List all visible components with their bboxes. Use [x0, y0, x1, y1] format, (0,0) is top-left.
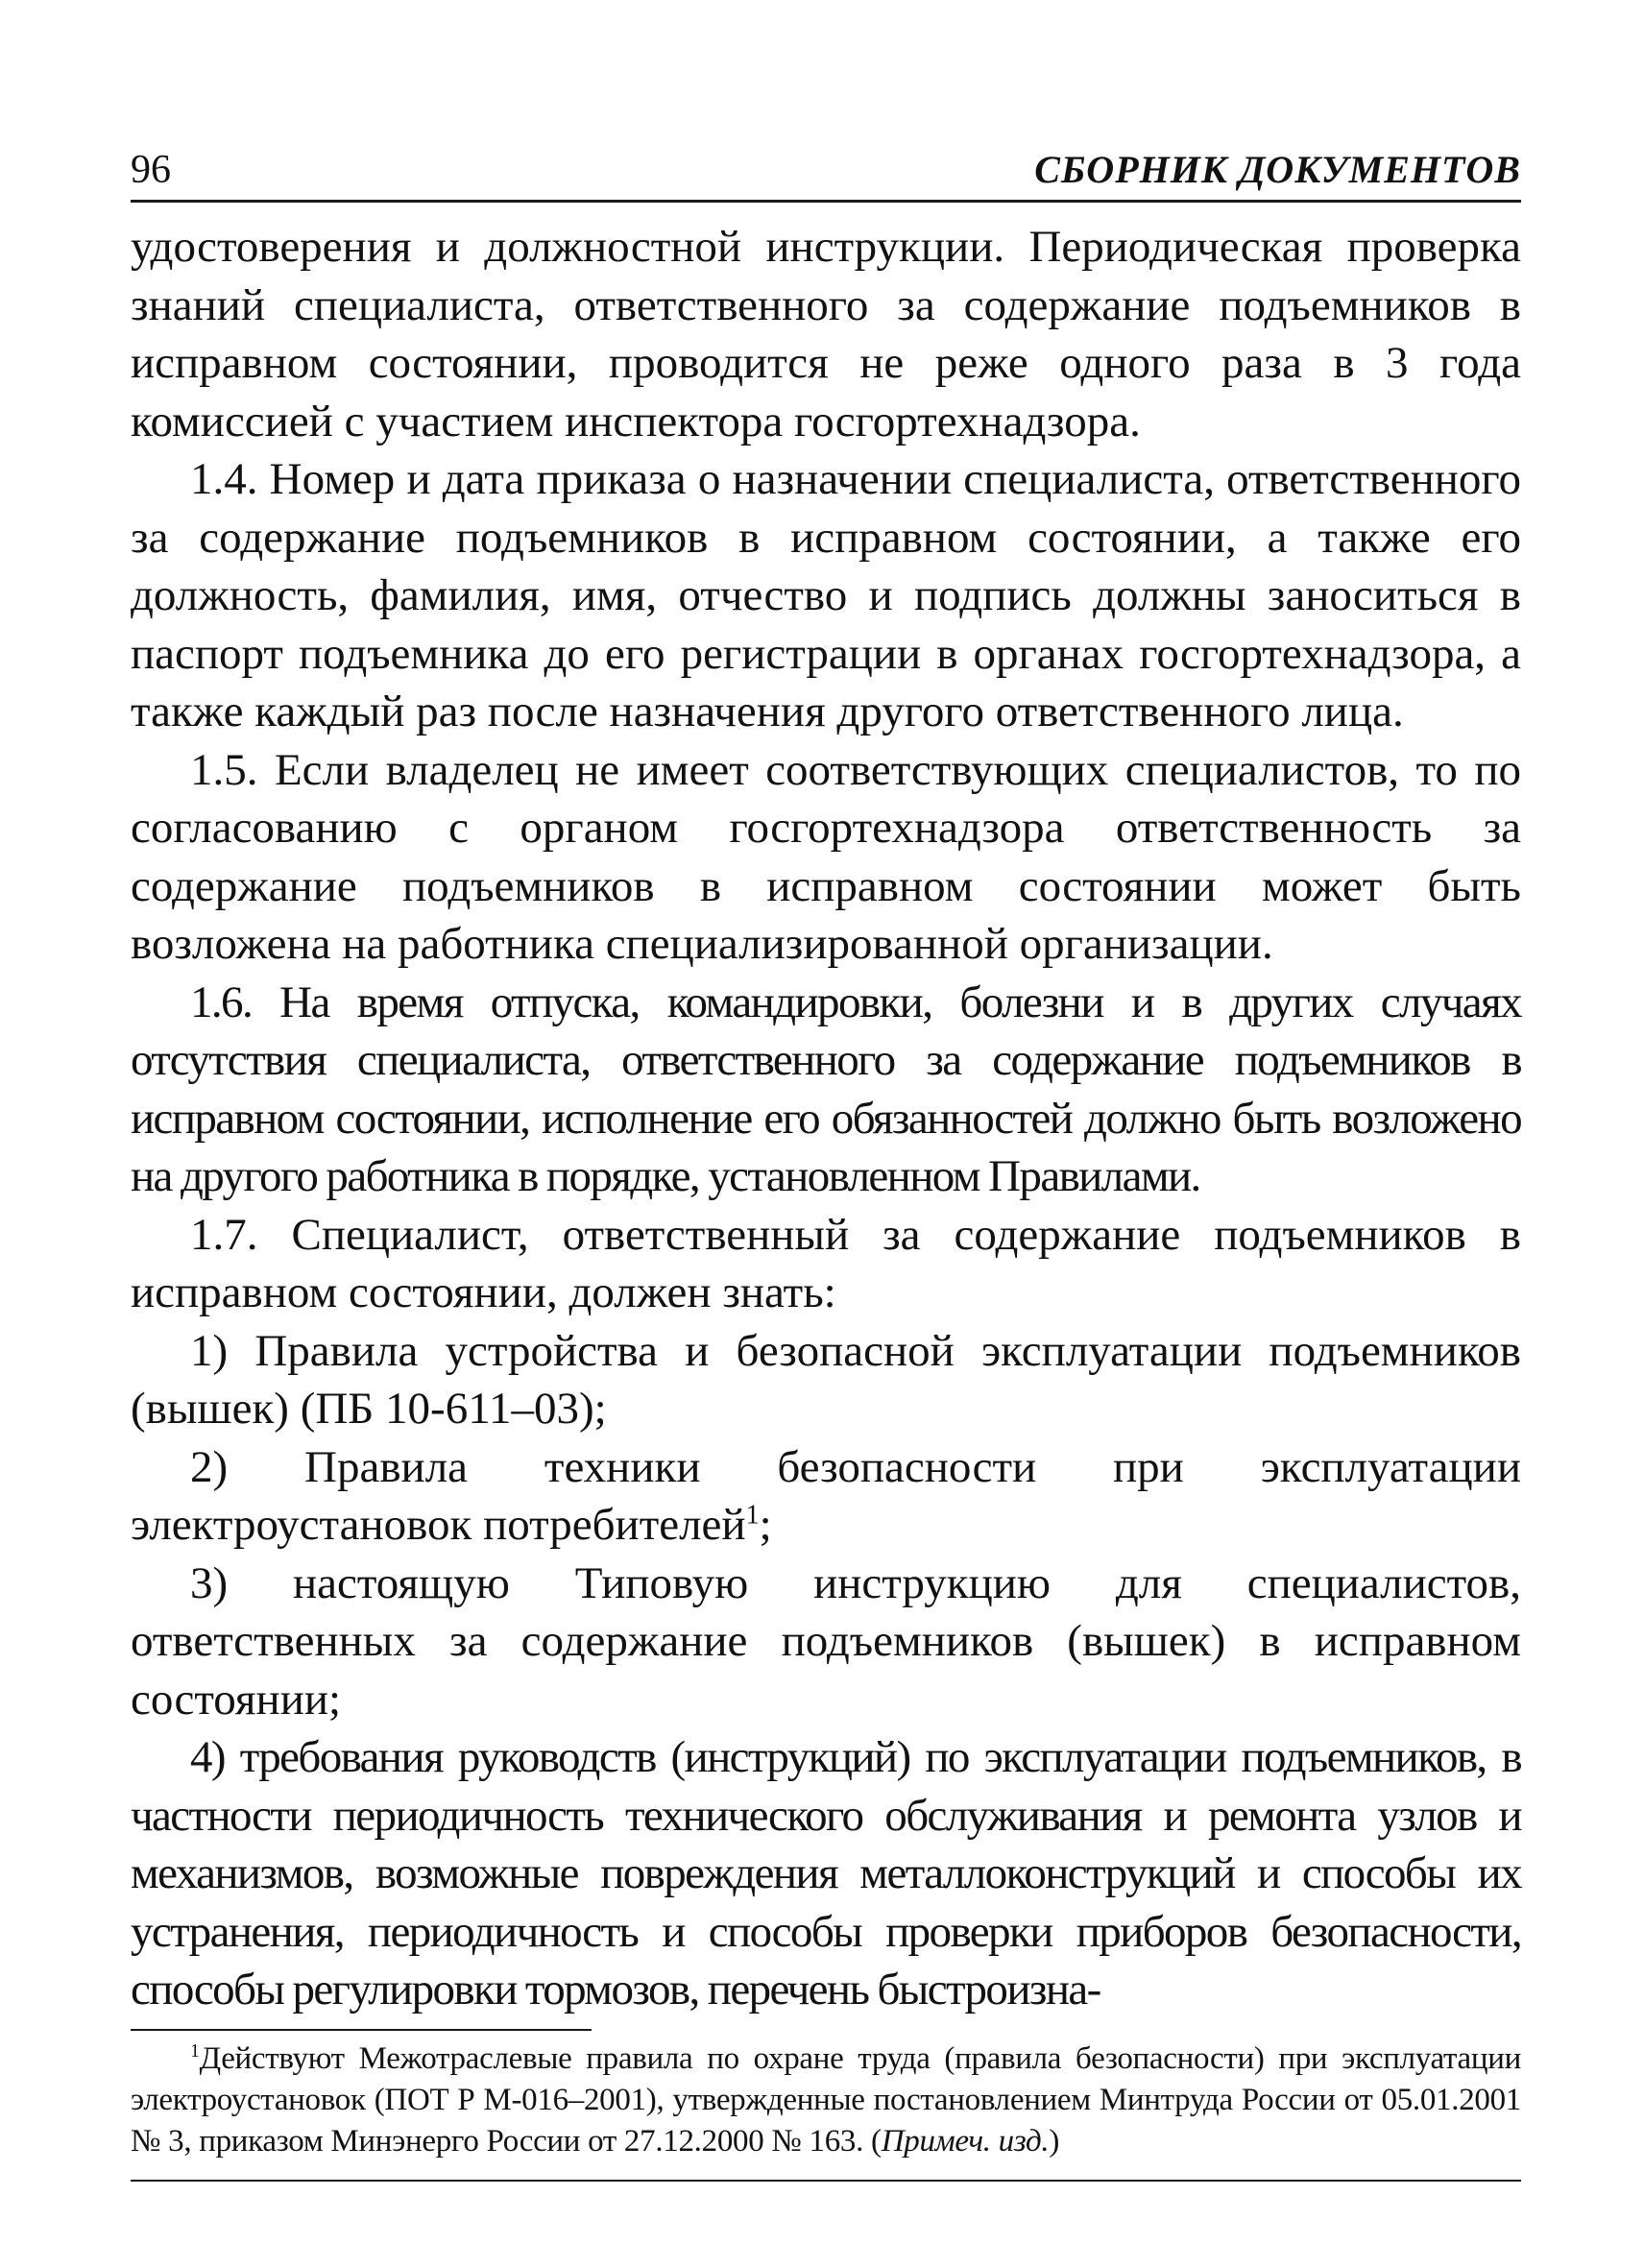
list-item-3: 3) настоящую Типовую инструкцию для специалистов, ответственных за содержание подъемников (вышек) в исправном состоянии;	[131, 1557, 1521, 1725]
paragraph-1-4: 1.4. Номер и дата приказа о назначении специалиста, ответственного за содержание подъемников в исправном состоянии, а также его должность, фамилия, имя, отчество и подпись должны заноситься в паспорт подъемника до его регистрации в органах госгортехнадзора, а также каждый раз после назначения другого ответственного лица.	[131, 454, 1521, 736]
list-item-1: 1) Правила устройства и безопасной эксплуатации подъемников (вышек) (ПБ 10-611–03);	[131, 1325, 1521, 1434]
paragraph-continuation: удостоверения и должностной инструкции. Периодическая проверка знаний специалиста, ответственного за содержание подъемников в исправном состоянии, проводится не реже одного раза в 3 года комиссией с участием инспектора госгортехнадзора.	[131, 222, 1521, 446]
bottom-rule	[131, 2180, 1521, 2182]
footnote-editor-note: Примеч. изд.	[881, 2123, 1050, 2159]
list-item-2-tail: ;	[759, 1500, 772, 1550]
paragraph-1-6: 1.6. На время отпуска, командировки, болезни и в других случаях отсутствия специалиста, ответственного за содержание подъемников в исправном состоянии, исполнение его обязанностей должно быть возложено на другого работника в порядке, установленном Правилами.	[131, 977, 1521, 1201]
list-item-2-text: 2) Правила техники безопасности при эксплуатации электроустановок потребителей	[131, 1441, 1521, 1550]
footnote-ref-marker: 1	[745, 1500, 760, 1531]
footnote-text: Действуют Межотраслевые правила по охране труда (правила безопасности) при эксплуатации электроустановок (ПОТ Р М-016–2001), утвержденные постановлением Минтруда России от 05.01.2001 № 3, приказом Минэнерго России от 27.12.2000 № 163. (	[131, 2040, 1521, 2159]
footnote-separator	[131, 2029, 592, 2031]
paragraph-1-7: 1.7. Специалист, ответственный за содержание подъемников в исправном состоянии, должен знать:	[131, 1209, 1521, 1317]
running-title: СБОРНИК ДОКУМЕНТОВ	[1034, 148, 1521, 191]
page-header	[131, 144, 1521, 203]
list-item-4: 4) требования руководств (инструкций) по эксплуатации подъемников, в частности периодичность технического обслуживания и ремонта узлов и механизмов, возможные повреждения металлоконструкций и способы их устранения, периодичность и способы проверки приборов безопасности, способы регулировки тормозов, перечень быстроизна-	[131, 1732, 1521, 2015]
document-page	[131, 144, 1521, 2182]
paragraph-1-5: 1.5. Если владелец не имеет соответствующих специалистов, то по согласованию с органом госгортехнадзора ответственность за содержание подъемников в исправном состоянии может быть возложена на работника специализированной организации.	[131, 744, 1521, 969]
footnote-close: )	[1049, 2123, 1060, 2159]
page-number: 96	[131, 148, 171, 192]
body-text	[131, 218, 1521, 2019]
list-item-2	[131, 1438, 1521, 1555]
footnote	[131, 2039, 1521, 2162]
footnote-marker: 1	[190, 2039, 200, 2062]
